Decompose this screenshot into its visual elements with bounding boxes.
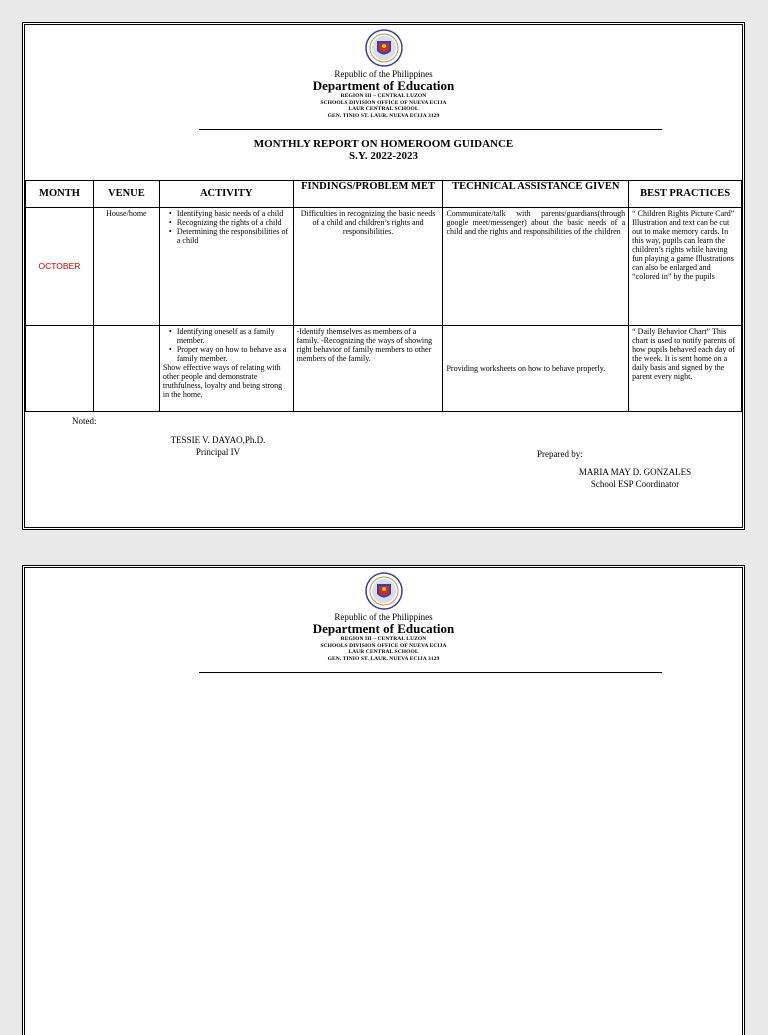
header-divider [199,129,662,130]
month-cell [26,326,94,412]
letterhead [25,29,742,119]
noted-label: Noted: [72,416,97,426]
report-title: MONTHLY REPORT ON HOMEROOM GUIDANCE [253,138,514,150]
best-practices-cell: “ Children Rights Picture Card” Illustration and text can be cut out to make memory cards. In this way, pupils can learn the children’s rights while having fun playing a game Illustrations can also be enlarged and “colored in” by the pupils [629,208,742,326]
department-name: Department of Education [312,78,455,93]
activity-item: • Identifying basic needs of a child [177,209,290,218]
deped-seal-icon [365,29,403,67]
venue-cell: House/home [93,208,159,326]
activity-item: • Proper way on how to behave as a family member. [177,345,290,363]
technical-assistance-cell: Communicate/talk with parents/guardians(through google meet/messenger) about the basic needs of a child and the rights and responsibilities of the children [443,208,629,326]
col-header-findings: FINDINGS/PROBLEM MET [293,181,443,208]
address-line: GEN. TINIO ST. LAUR, NUEVA ECIJA 3129 [327,112,440,119]
division-line: SCHOOLS DIVISION OFFICE OF NUEVA ECIJA [320,99,447,106]
deped-seal-icon [365,572,403,610]
republic-line: Republic of the Philippines [334,69,433,79]
school-year: S.Y. 2022-2023 [349,150,418,162]
header-divider [199,672,662,673]
coordinator-title: School ESP Coordinator [590,479,680,489]
findings-cell: Difficulties in recognizing the basic needs of a child and children’s rights and responsibilities. [293,208,443,326]
school-line: LAUR CENTRAL SCHOOL [348,106,419,112]
coordinator-name: MARIA MAY D. GONZALES [578,467,692,477]
republic-line: Republic of the Philippines [334,612,433,622]
department-name: Department of Education [312,621,455,636]
document-page-2 [22,565,745,1035]
month-cell: OCTOBER [26,208,94,326]
activity-item: • Identifying oneself as a family member. [177,327,290,345]
findings-cell: -Identify themselves as members of a family. -Recognizing the ways of showing right behavior of family members to other members of the family. [293,326,443,412]
region-line: REGION III – CENTRAL LUZON [340,93,427,99]
activity-note: Show effective ways of relating with other people and demonstrate truthfulness, loyalty and being strong in the home. [162,363,283,399]
report-table [25,180,742,412]
table-row [26,326,742,412]
principal-name: TESSIE V. DAYAO,Ph.D. [170,435,266,445]
activity-item: • Recognizing the rights of a child [177,218,290,227]
venue-cell [93,326,159,412]
table-header-row [26,181,742,208]
activity-cell [159,208,293,326]
region-line: REGION III – CENTRAL LUZON [340,636,427,642]
col-header-venue: VENUE [93,181,159,208]
division-line: SCHOOLS DIVISION OFFICE OF NUEVA ECIJA [320,642,447,649]
activity-item: • Determining the responsibilities of a child [177,227,290,245]
col-header-activity: ACTIVITY [159,181,293,208]
table-row [26,208,742,326]
col-header-best-practices: BEST PRACTICES [629,181,742,208]
activity-cell [159,326,293,412]
school-line: LAUR CENTRAL SCHOOL [348,649,419,655]
principal-title: Principal IV [195,447,241,457]
letterhead [25,572,742,662]
col-header-month: MONTH [26,181,94,208]
address-line: GEN. TINIO ST. LAUR, NUEVA ECIJA 3129 [327,655,440,662]
col-header-technical: TECHNICAL ASSISTANCE GIVEN [443,181,629,208]
best-practices-cell: “ Daily Behavior Chart” This chart is used to notify parents of how pupils behaved each day of the week. It is sent home on a daily basis and signed by the parent every night. [629,326,742,412]
prepared-by-label: Prepared by: [537,449,583,459]
technical-assistance-cell: Providing worksheets on how to behave properly. [443,326,629,412]
document-page-1 [22,22,745,530]
